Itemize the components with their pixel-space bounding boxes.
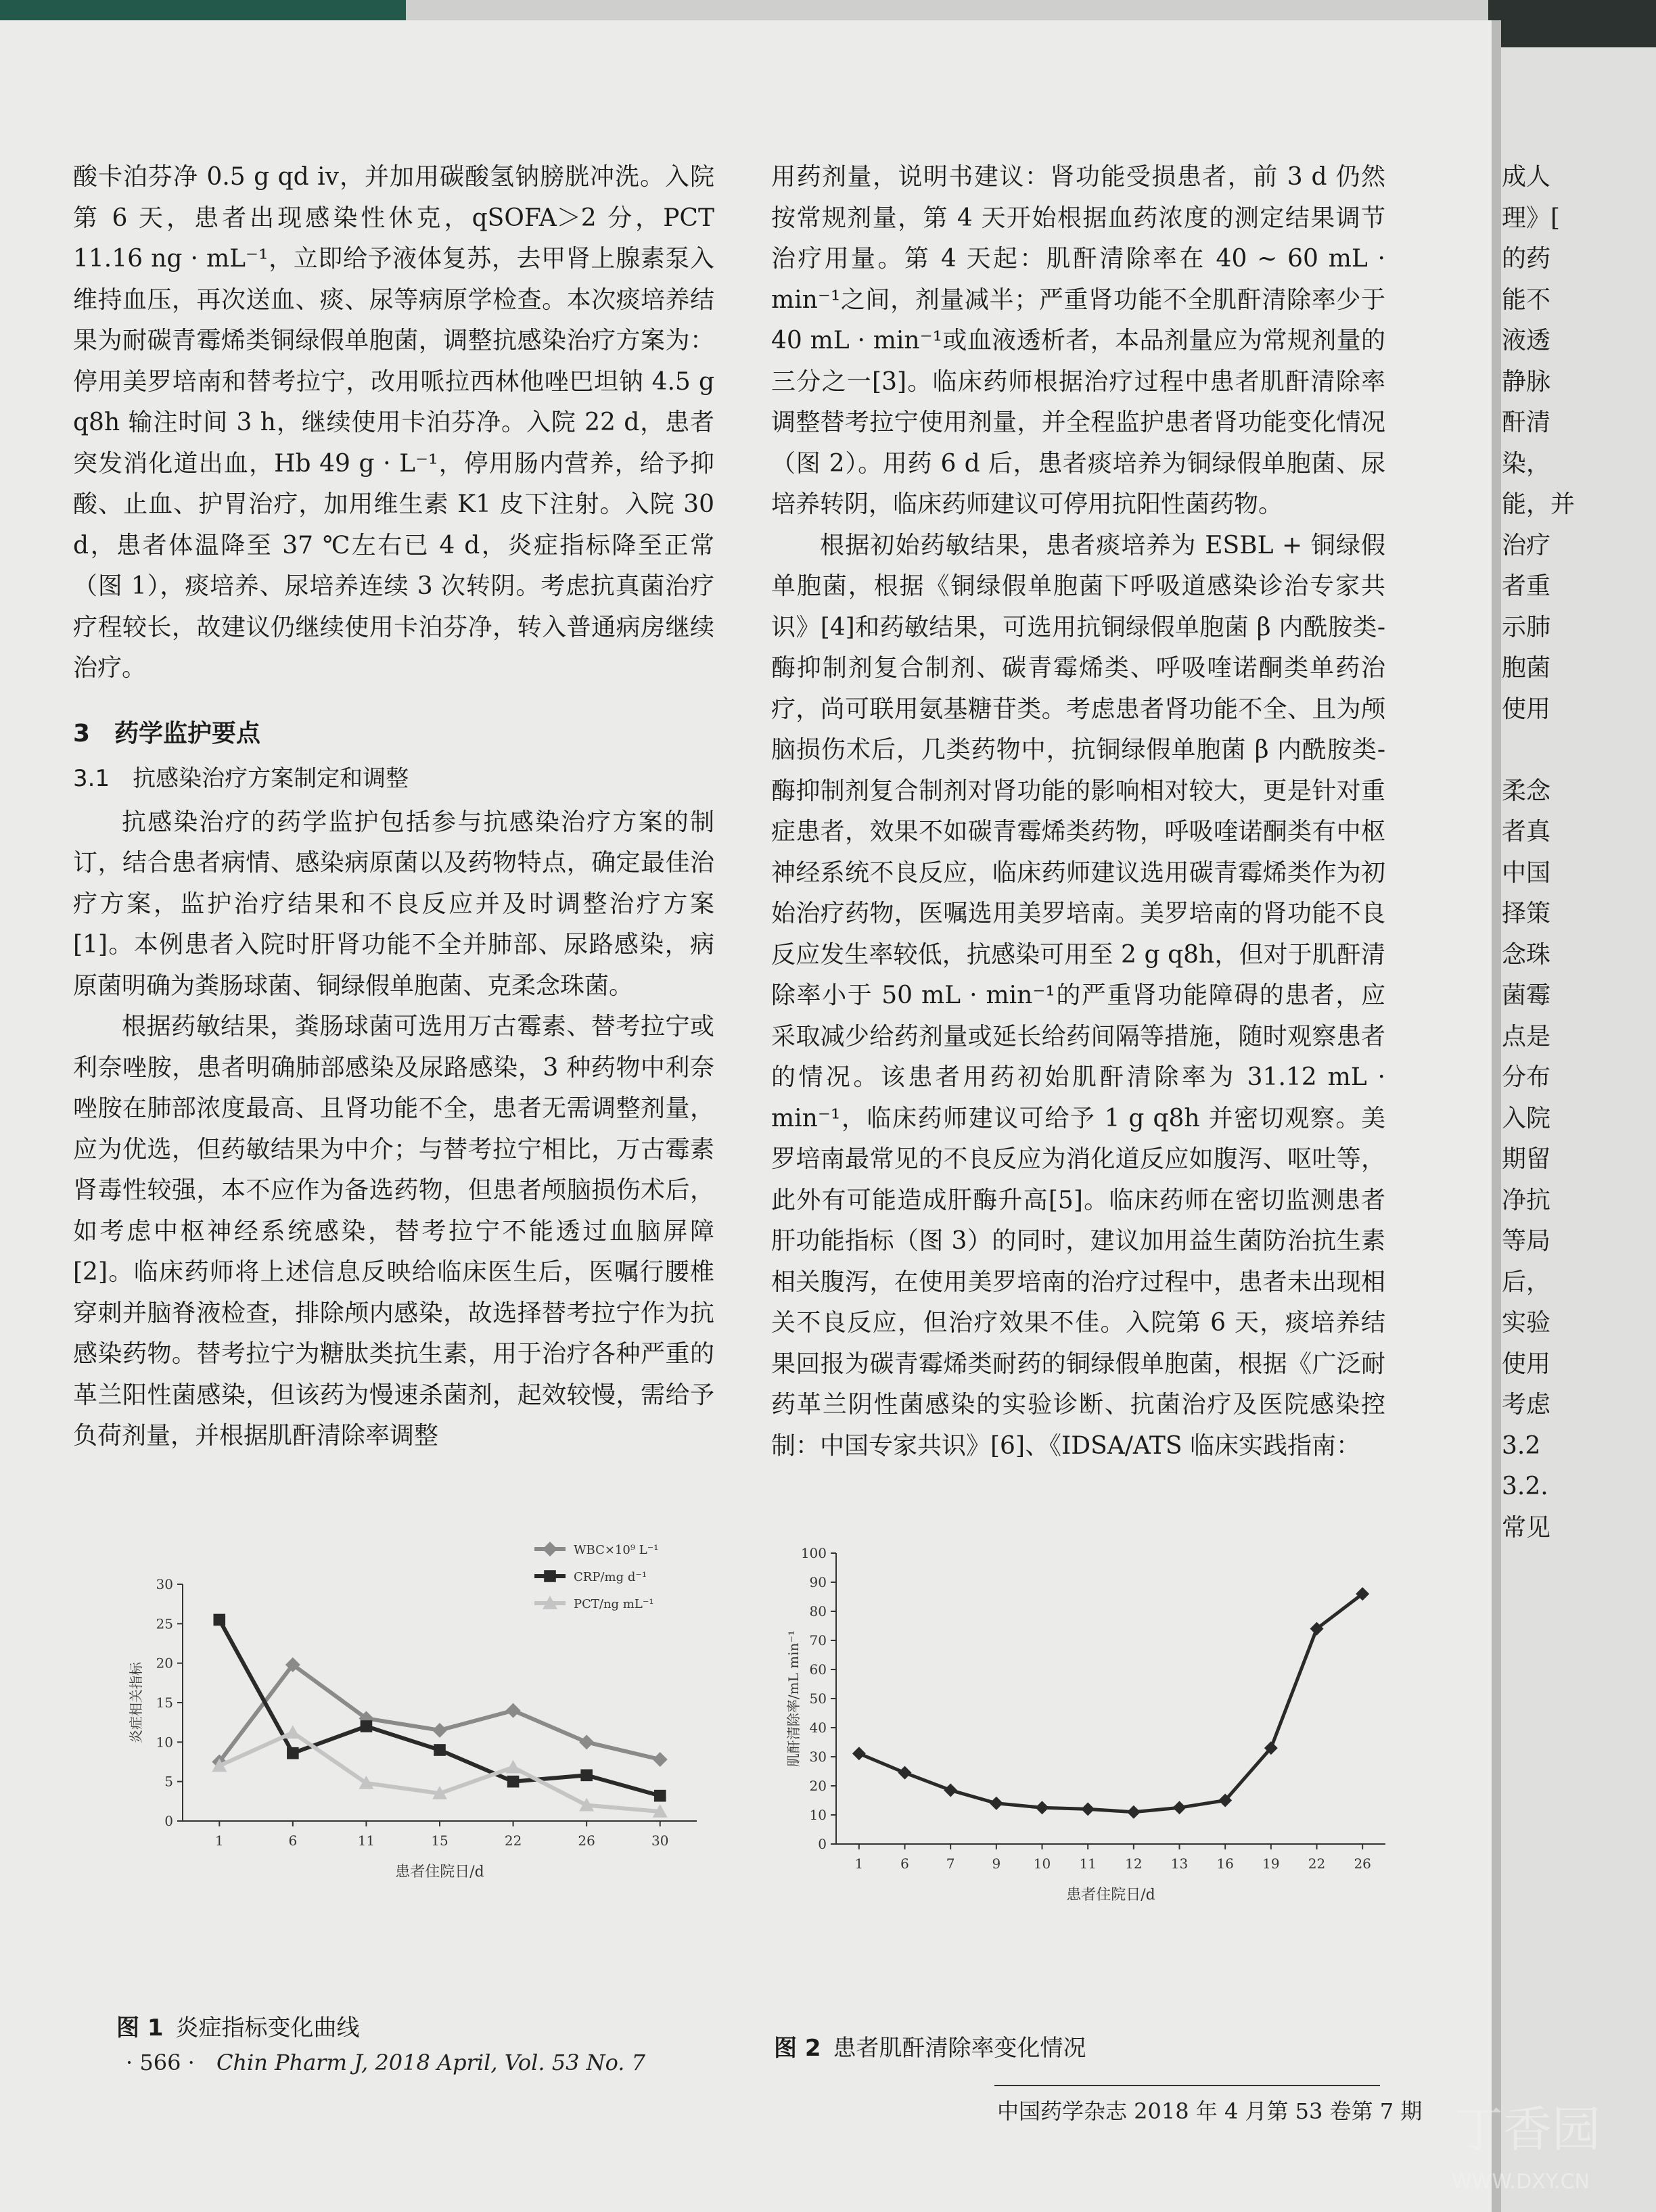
- facing-page-line: 染，: [1502, 449, 1551, 478]
- facing-page-line: 点是: [1502, 1022, 1551, 1051]
- facing-page-line: 分布: [1502, 1063, 1551, 1091]
- x-tick-label: 22: [504, 1833, 522, 1849]
- y-tick-label: 10: [809, 1807, 827, 1823]
- y-tick-label: 40: [809, 1720, 827, 1736]
- y-tick-label: 100: [800, 1545, 827, 1561]
- x-tick-label: 26: [578, 1833, 595, 1849]
- facing-page-line: 的药: [1502, 245, 1551, 273]
- facing-page-line: 实验: [1502, 1309, 1551, 1337]
- watermark-title: 丁香园: [1454, 2101, 1601, 2158]
- facing-page-line: 入院: [1502, 1104, 1551, 1132]
- data-point-diamond: [1127, 1805, 1141, 1819]
- facing-page-line: 胞菌: [1502, 654, 1551, 682]
- facing-page-line: 常见: [1502, 1513, 1551, 1542]
- page-number: · 566 ·: [126, 2050, 195, 2075]
- data-point-diamond: [990, 1797, 1003, 1810]
- data-point-diamond: [944, 1783, 957, 1797]
- data-point-square: [544, 1570, 556, 1582]
- y-tick-label: 70: [809, 1632, 827, 1649]
- y-tick-label: 30: [809, 1749, 827, 1765]
- figure-2-chart: [771, 1529, 1407, 1948]
- data-point-diamond: [579, 1734, 594, 1749]
- facing-page-line: 静脉: [1502, 367, 1551, 396]
- legend-label: CRP/mg d⁻¹: [574, 1570, 647, 1584]
- facing-page-line: 液透: [1502, 327, 1551, 354]
- facing-page-line: 期留: [1502, 1145, 1551, 1173]
- x-tick-label: 15: [431, 1833, 448, 1849]
- paragraph-carbapenem: 根据初始药敏结果，患者痰培养为 ESBL + 铜绿假单胞菌，根据《铜绿假单胞菌下呼吸道感染诊治专家共识》[4]和药敏结果，可选用抗铜绿假单胞菌 β 内酰胺类-酶抑制剂复合制剂、碳青霉烯类、呼吸喹诺酮类单药治疗，尚可联用氨基糖苷类。考虑患者肾功能不全、且为颅脑损伤术后，几类药物中，抗铜绿假单胞菌 β 内酰胺类-酶抑制剂复合制剂对肾功能的影响相对较大，更是针对重症患者，效果不如碳青霉烯类药物，呼吸喹诺酮类有中枢神经系统不良反应，临床药师建议选用碳青霉烯类作为初始治疗药物，医嘱选用美罗培南。美罗培南的肾功能不良反应发生率较低，抗感染可用至 2 g q8h，但对于肌酐清除率小于 50 mL · min⁻¹的严重肾功能障碍的患者，应采取减少给药剂量或延长给药间隔等措施，随时观察患者的情况。该患者用药初始肌酐清除率为 31.12 mL · min⁻¹，临床药师建议可给予 1 g q8h 并密切观察。美罗培南最常见的不良反应为消化道反应如腹泻、呕吐等，此外有可能造成肝酶升高[5]。临床药师在密切监测患者肝功能指标（图 3）的同时，建议加用益生菌防治抗生素相关腹泻，在使用美罗培南的治疗过程中，患者未出现相关不良反应，但治疗效果不佳。入院第 6 天，痰培养结果回报为碳青霉烯类耐药的铜绿假单胞菌，根据《广泛耐药革兰阴性菌感染的实验诊断、抗菌治疗及医院感染控制：中国专家共识》[6]、《IDSA/ATS 临床实践指南：: [771, 531, 1385, 1460]
- left-text-column: [73, 157, 714, 1457]
- y-tick-label: 25: [156, 1615, 173, 1632]
- facing-page-line: 净抗: [1502, 1186, 1551, 1214]
- legend-label: WBC×10⁹ L⁻¹: [574, 1543, 659, 1557]
- facing-page-line: [1502, 730, 1656, 771]
- paragraph-monitoring: 抗感染治疗的药学监护包括参与抗感染治疗方案的制订，结合患者病情、感染病原菌以及药物特点，确定最佳治疗方案，监护治疗结果和不良反应并及时调整治疗方案[1]。本例患者入院时肝肾功能不全并肺部、尿路感染，病原菌明确为粪肠球菌、铜绿假单胞菌、克柔念珠菌。: [73, 808, 714, 1000]
- y-tick-label: 90: [809, 1574, 827, 1590]
- y-tick-label: 20: [809, 1778, 827, 1794]
- data-point-square: [287, 1747, 299, 1759]
- paragraph-sensitivity: 根据药敏结果，粪肠球菌可选用万古霉素、替考拉宁或利奈唑胺，患者明确肺部感染及尿路感染，3 种药物中利奈唑胺在肺部浓度最高、且肾功能不全，患者无需调整剂量，应为优选，但药敏结果为中介；与替考拉宁相比，万古霉素肾毒性较强，本不应作为备选药物，但患者颅脑损伤术后，如考虑中枢神经系统感染，替考拉宁不能透过血脑屏障[2]。临床药师将上述信息反映给临床医生后，医嘱行腰椎穿刺并脑脊液检查，排除颅内感染，故选择替考拉宁作为抗感染药物。替考拉宁为糖肽类抗生素，用于治疗各种严重的革兰阳性菌感染，但该药为慢速杀菌剂，起效较慢，需给予负荷剂量，并根据肌酐清除率调整: [73, 1013, 714, 1450]
- x-tick-label: 13: [1170, 1856, 1189, 1872]
- y-tick-label: 80: [809, 1603, 827, 1619]
- data-point-triangle: [506, 1760, 521, 1774]
- data-point-diamond: [898, 1766, 912, 1780]
- y-tick-label: 30: [156, 1576, 173, 1592]
- figure-1-label: 图 1: [116, 2014, 164, 2042]
- y-tick-label: 60: [809, 1661, 827, 1678]
- facing-page-line: 能不: [1502, 285, 1551, 314]
- facing-page-line: 酐清: [1502, 409, 1551, 436]
- data-point-diamond: [852, 1747, 866, 1760]
- footer-rule: [994, 2085, 1380, 2086]
- middle-text-column: [771, 157, 1385, 1467]
- x-tick-label: 16: [1216, 1856, 1234, 1872]
- facing-page-line: 理》[: [1502, 204, 1561, 232]
- facing-page-line: 考虑: [1502, 1391, 1551, 1419]
- x-tick-label: 10: [1033, 1856, 1051, 1872]
- facing-page-line: 使用: [1502, 695, 1551, 723]
- page-gutter: [1492, 20, 1501, 2212]
- y-tick-label: 0: [164, 1813, 173, 1829]
- figure-1-chart: [101, 1529, 724, 1908]
- x-tick-label: 1: [854, 1856, 864, 1872]
- x-tick-label: 30: [651, 1833, 669, 1849]
- facing-page-line: 使用: [1502, 1350, 1551, 1378]
- y-tick-label: 10: [156, 1734, 173, 1751]
- facing-page-line: 能，并: [1502, 490, 1576, 518]
- facing-page-line: 者真: [1502, 818, 1551, 846]
- x-axis-title: 患者住院日/d: [1066, 1887, 1155, 1904]
- y-tick-label: 20: [156, 1655, 173, 1672]
- y-tick-label: 15: [156, 1695, 173, 1711]
- x-tick-label: 26: [1354, 1856, 1371, 1872]
- data-point-square: [434, 1744, 446, 1756]
- x-tick-label: 19: [1262, 1856, 1280, 1872]
- watermark-url: WWW.DXY.CN: [1452, 2170, 1590, 2194]
- facing-page-line: 3.2.: [1502, 1473, 1548, 1500]
- data-point-diamond: [506, 1703, 521, 1718]
- y-axis-title: 炎症相关指标: [128, 1662, 144, 1743]
- data-point-triangle: [285, 1725, 300, 1738]
- facing-page-line: 后，: [1502, 1268, 1551, 1296]
- series-line-fig1-1: [219, 1620, 660, 1796]
- figure-1-caption: [116, 2009, 360, 2042]
- facing-page-line: 菌霉: [1502, 982, 1551, 1009]
- data-point-square: [654, 1790, 666, 1802]
- facing-page-line: 者重: [1502, 572, 1551, 600]
- figure-2-title: 患者肌酐清除率变化情况: [833, 2035, 1086, 2062]
- x-tick-label: 12: [1125, 1856, 1143, 1872]
- y-tick-label: 0: [818, 1836, 827, 1852]
- data-point-square: [361, 1720, 373, 1732]
- facing-page-line: 成人: [1502, 163, 1551, 191]
- paragraph-case-course: 酸卡泊芬净 0.5 g qd iv，并加用碳酸氢钠膀胱冲洗。入院第 6 天，患者出现感染性休克，qSOFA＞2 分，PCT 11.16 ng · mL⁻¹，立即给予液体复苏，去甲肾上腺素泵入维持血压，再次送血、痰、尿等病原学检查。本次痰培养结果为耐碳青霉烯类铜绿假单胞菌，调整抗感染治疗方案为：停用美罗培南和替考拉宁，改用哌拉西林他唑巴坦钠 4.5 g q8h 输注时间 3 h，继续使用卡泊芬净。入院 22 d，患者突发消化道出血，Hb 49 g · L⁻¹，停用肠内营养，给予抑酸、止血、护胃治疗，加用维生素 K1 皮下注射。入院 30 d，患者体温降至 37 ℃左右已 4 d，炎症指标降至正常（图 1），痰培养、尿培养连续 3 次转阴。考虑抗真菌治疗疗程较长，故建议仍继续使用卡泊芬净，转入普通病房继续治疗。: [73, 163, 714, 682]
- data-point-diamond: [543, 1542, 557, 1557]
- y-axis-title: 肌酐清除率/mL min⁻¹: [785, 1630, 802, 1768]
- facing-page-line: 治疗: [1502, 531, 1551, 559]
- subsection-heading: 3.1 抗感染治疗方案制定和调整: [73, 765, 409, 792]
- facing-page-text: [1502, 157, 1656, 1548]
- x-tick-label: 9: [992, 1856, 1001, 1872]
- x-tick-label: 11: [357, 1833, 375, 1849]
- data-point-diamond: [1173, 1801, 1187, 1814]
- data-point-diamond: [1081, 1802, 1095, 1816]
- y-tick-label: 5: [164, 1773, 173, 1790]
- x-tick-label: 22: [1308, 1856, 1326, 1872]
- facing-page-line: 等局: [1502, 1227, 1551, 1255]
- x-tick-label: 7: [946, 1856, 955, 1872]
- dxy-watermark: [1407, 2070, 1624, 2205]
- facing-page-line: 柔念: [1502, 777, 1551, 805]
- data-point-square: [580, 1770, 593, 1782]
- x-tick-label: 6: [288, 1833, 298, 1849]
- data-point-diamond: [653, 1752, 668, 1767]
- facing-page-line: 择策: [1502, 900, 1551, 927]
- journal-english: Chin Pharm J, 2018 April, Vol. 53 No. 7: [216, 2050, 645, 2075]
- footer-left: [126, 2050, 645, 2075]
- facing-page-line: 示肺: [1502, 613, 1551, 641]
- x-tick-label: 11: [1079, 1856, 1097, 1872]
- series-line-fig2-0: [859, 1594, 1362, 1812]
- y-tick-label: 50: [809, 1690, 827, 1707]
- facing-page-line: 念珠: [1502, 940, 1551, 969]
- section-heading: 3 药学监护要点: [73, 719, 261, 747]
- data-point-square: [507, 1776, 520, 1788]
- legend-label: PCT/ng mL⁻¹: [574, 1597, 654, 1611]
- facing-page-line: 3.2: [1502, 1431, 1541, 1460]
- figure-1-title: 炎症指标变化曲线: [175, 2014, 360, 2042]
- paragraph-dosing: 用药剂量，说明书建议：肾功能受损患者，前 3 d 仍然按常规剂量，第 4 天开始根据血药浓度的测定结果调节治疗用量。第 4 天起：肌酐清除率在 40 ~ 60 mL · min⁻¹之间，剂量减半；严重肾功能不全肌酐清除率少于 40 mL · min⁻¹或血液透析者，本品剂量应为常规剂量的三分之一[3]。临床药师根据治疗过程中患者肌酐清除率调整替考拉宁使用剂量，并全程监护患者肾功能变化情况（图 2）。用药 6 d 后，患者痰培养为铜绿假单胞菌、尿培养转阴，临床药师建议可停用抗阳性菌药物。: [771, 163, 1385, 518]
- figure-2-label: 图 2: [774, 2035, 821, 2062]
- x-axis-title: 患者住院日/d: [395, 1864, 484, 1881]
- data-point-square: [213, 1614, 225, 1626]
- figure-2-caption: [774, 2029, 1086, 2063]
- x-tick-label: 6: [900, 1856, 909, 1872]
- x-tick-label: 1: [214, 1833, 224, 1849]
- data-point-diamond: [432, 1723, 447, 1738]
- data-point-diamond: [1036, 1801, 1049, 1814]
- facing-page-line: 中国: [1502, 858, 1551, 887]
- journal-chinese: 中国药学杂志 2018 年 4 月第 53 卷第 7 期: [997, 2098, 1423, 2124]
